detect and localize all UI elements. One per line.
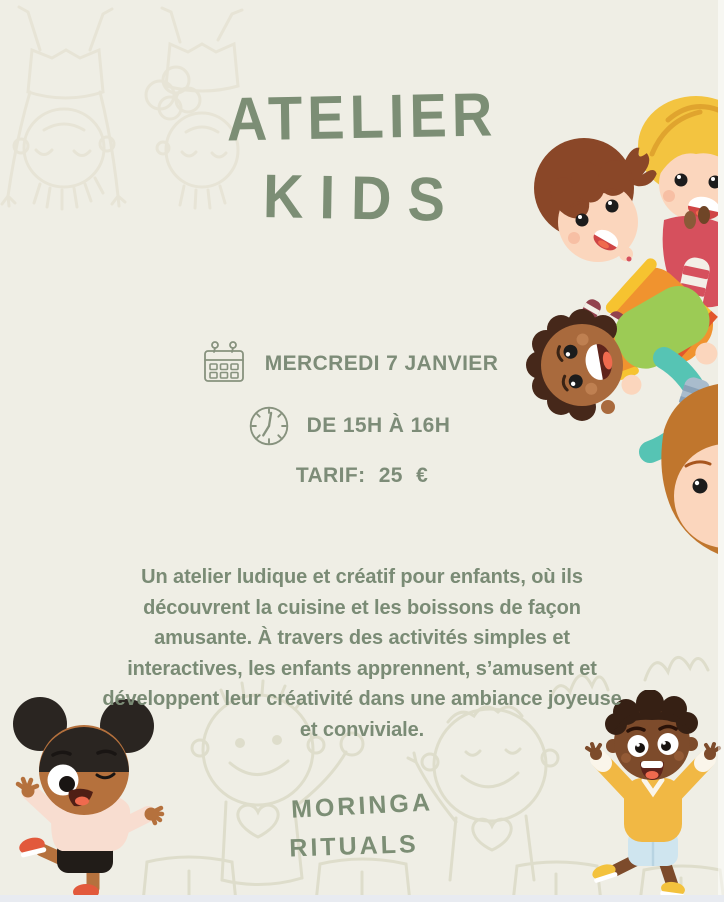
page-edge-right	[718, 0, 724, 902]
event-description	[22, 562, 702, 745]
description-line: amusante. À travers des activités simples et	[154, 627, 570, 649]
page-edge-bottom	[0, 895, 724, 902]
poster-title	[0, 79, 724, 235]
time-row	[246, 403, 451, 449]
clock-icon	[246, 403, 292, 449]
description-line: découvrent la cuisine et les boissons de façon	[143, 596, 581, 619]
description-line: Un atelier ludique et créatif pour enfants, où ils	[141, 566, 583, 588]
brand-line1: MORINGA	[290, 788, 434, 824]
description-line: développent leur créativité dans une ambiance joyeuse	[102, 688, 622, 710]
date-label: MERCREDI 7 JANVIER	[264, 352, 499, 375]
description-line: et conviviale.	[299, 718, 425, 741]
calendar-icon	[198, 338, 250, 390]
title-line1: ATELIER	[226, 79, 498, 154]
description-line: interactives, les enfants apprennent, s’amusent et	[127, 657, 597, 680]
time-label: DE 15H À 16H	[306, 414, 451, 437]
date-row	[198, 338, 499, 390]
price-label: TARIF: 25 €	[295, 464, 429, 487]
event-details	[0, 338, 724, 488]
brand-line2: RITUALS	[288, 830, 420, 863]
price-row	[296, 464, 428, 488]
brand-signature	[0, 786, 724, 866]
title-line2: KIDS	[262, 160, 462, 235]
